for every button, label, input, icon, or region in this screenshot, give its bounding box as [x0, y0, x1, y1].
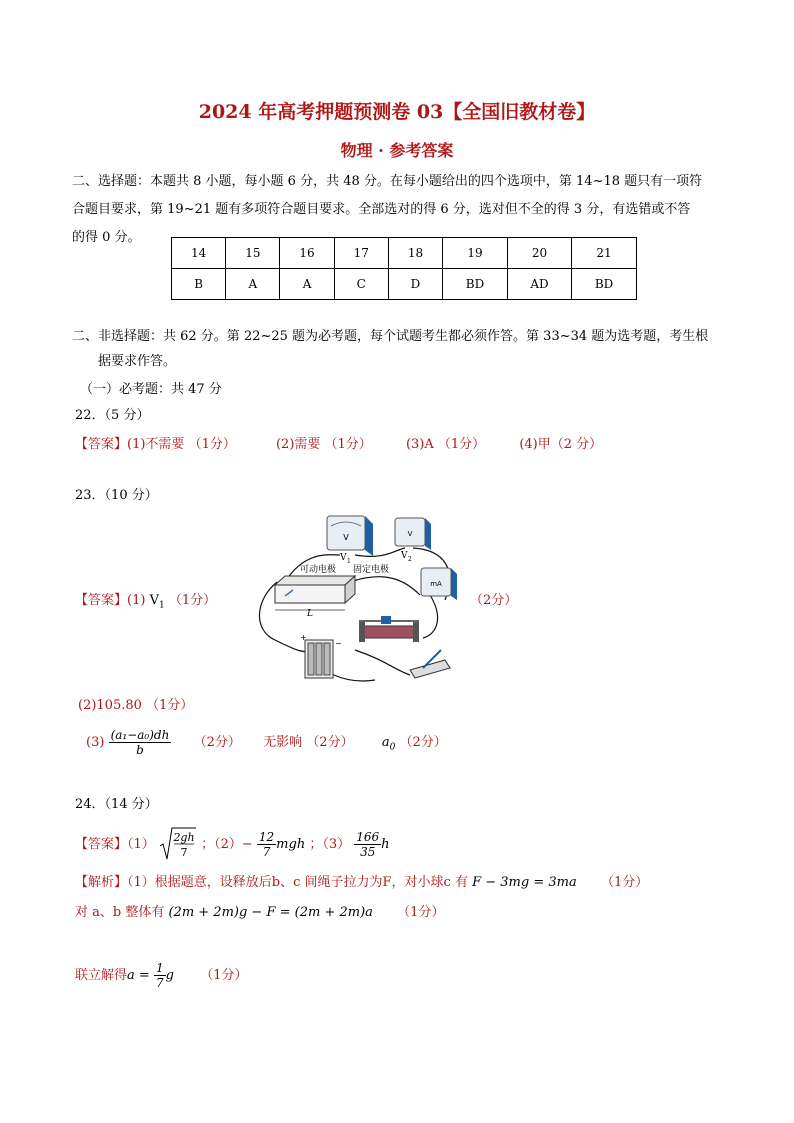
choice-intro-line1: 二、选择题：本题共 8 小题，每小题 6 分，共 48 分。在每小题给出的四个选项中，第 14~18 题只有一项符 — [72, 174, 703, 189]
equation-3-tail: g — [165, 968, 174, 983]
q24-part-3-label: ；（3） — [309, 836, 351, 852]
q23-answer-3-prefix: (3) — [86, 735, 105, 750]
battery-pack — [300, 633, 342, 678]
answer-cell: A — [280, 269, 334, 300]
choice-intro-line3: 的得 0 分。 — [72, 230, 141, 245]
svg-text:−: − — [335, 639, 342, 648]
equation-1: F − 3mg = 3ma — [472, 875, 577, 890]
question-number-cell: 14 — [172, 238, 226, 269]
q24-answer-3-tail: h — [381, 836, 390, 852]
analysis-text-2: 对 a、b 整体有 — [75, 905, 165, 920]
q23-answer-1-prefix: (1) — [127, 593, 146, 608]
question-number-cell: 16 — [280, 238, 334, 269]
q24-answer-1-sqrt — [159, 826, 197, 863]
svg-text:V: V — [401, 551, 408, 561]
equation-3-score: （1分） — [200, 968, 248, 983]
answer-label: 【答案】 — [75, 836, 128, 852]
q23-answer-1-value: $V_1$ — [149, 593, 165, 611]
wire — [355, 650, 410, 675]
equation-1-score: （1分） — [601, 875, 649, 890]
q23-answer-3-c: $a_0$ — [381, 735, 396, 753]
q24-heading: 24．（14 分） — [75, 797, 158, 812]
question-number-cell: 21 — [572, 238, 637, 269]
answer-cell: BD — [443, 269, 508, 300]
question-number-cell: 19 — [443, 238, 508, 269]
answer-cell: BD — [572, 269, 637, 300]
rheostat — [359, 616, 419, 642]
wire — [350, 577, 420, 595]
svg-text:1: 1 — [347, 558, 351, 565]
q23-answer-3-score: （2分） — [193, 735, 241, 750]
svg-text:7: 7 — [180, 846, 188, 859]
q22-answer-2: (2)需要 （1分） — [275, 437, 372, 452]
q22-answer-3: (3)A （1分） — [405, 437, 486, 452]
nonchoice-intro-line1: 二、非选择题：共 62 分。第 22~25 题为必考题，每个试题考生都必须作答。第 33~34 题为选考题，考生根 — [72, 329, 709, 344]
length-label: L — [307, 609, 313, 619]
svg-text:2gh: 2gh — [173, 831, 195, 844]
svg-text:mA: mA — [430, 580, 442, 588]
q24-analysis-line1 — [75, 873, 648, 893]
q24-part-2-label: ；（2）− — [201, 836, 253, 852]
wire — [423, 595, 438, 638]
svg-text:V: V — [407, 530, 413, 538]
equation-3-fraction: $\frac{1}{7}$ — [155, 961, 164, 990]
voltmeter-v1 — [327, 516, 373, 565]
q23-answer-line1 — [75, 591, 216, 616]
fraction-numerator: (a₁−a₀)dh — [110, 728, 170, 742]
equation-2-score: （1分） — [397, 905, 445, 920]
question-number-cell: 15 — [226, 238, 280, 269]
electrolyte-container — [275, 576, 355, 619]
q24-analysis-line3 — [75, 958, 247, 998]
q22-answer-line — [75, 435, 602, 455]
svg-text:2: 2 — [408, 556, 412, 563]
page-title: 2024 年高考押题预测卷 03【全国旧教材卷】 — [198, 101, 596, 123]
svg-text:V: V — [340, 553, 347, 563]
movable-electrode-label: 可动电极 — [300, 565, 337, 575]
q23-answer-3-c-score: （2分） — [399, 735, 447, 750]
fixed-electrode-label: 固定电极 — [353, 565, 390, 575]
analysis-label: 【解析】 — [75, 875, 128, 890]
answer-table-answers-row — [172, 269, 637, 300]
answer-cell: B — [172, 269, 226, 300]
q24-answer-2-tail: mgh — [276, 836, 306, 852]
answer-cell: D — [388, 269, 442, 300]
q22-answer-1: (1)不需要 （1分） — [127, 437, 236, 452]
q23-answer-1-score: （1分） — [168, 593, 217, 608]
answer-label: 【答案】 — [75, 593, 128, 608]
answer-cell: AD — [507, 269, 571, 300]
question-number-cell: 20 — [507, 238, 571, 269]
fraction-denominator: b — [136, 743, 144, 757]
q22-answer-4: (4)甲（2 分） — [519, 437, 603, 452]
svg-text:+: + — [300, 633, 307, 642]
answer-cell: C — [334, 269, 388, 300]
question-number-cell: 18 — [388, 238, 442, 269]
answer-table — [171, 237, 637, 300]
q23-heading: 23．（10 分） — [75, 488, 158, 503]
q24-answer-3-fraction: $\frac{166}{35}$ — [356, 829, 380, 859]
q23-answer-2: (2)105.80 （1分） — [78, 698, 194, 713]
q23-answer-3-fraction — [109, 728, 172, 757]
q24-part-1-label: （1） — [127, 836, 155, 852]
milliammeter — [421, 568, 457, 600]
circuit-diagram — [245, 510, 460, 690]
question-number-cell: 17 — [334, 238, 388, 269]
nonchoice-intro-line2: 据要求作答。 — [98, 354, 177, 369]
answer-label: 【答案】 — [75, 437, 128, 452]
choice-intro-line2: 合题目要求，第 19~21 题有多项符合题目要求。全部选对的得 6 分，选对但不全的得 3 分，有选错或不答 — [72, 202, 691, 217]
equation-2: (2m + 2m)g − F = (2m + 2m)a — [168, 905, 373, 920]
analysis-text-1: （1）根据题意，设释放后b、c 间绳子拉力为F，对小球c 有 — [127, 875, 468, 890]
svg-text:V: V — [343, 533, 349, 542]
q23-answer-3-b: 无影响 （2分） — [263, 735, 354, 750]
equation-3-lhs: a = — [127, 968, 150, 983]
q23-answer-3-line — [86, 726, 447, 766]
q24-analysis-line2 — [75, 903, 444, 923]
q22-heading: 22．（5 分） — [75, 408, 150, 423]
answer-cell: A — [226, 269, 280, 300]
page-subtitle: 物理 · 参考答案 — [340, 141, 454, 160]
answer-table-numbers-row — [172, 238, 637, 269]
q23-diagram-score: （2分） — [470, 593, 518, 608]
q24-answer-2-fraction: $\frac{12}{7}$ — [258, 829, 275, 859]
analysis-text-3: 联立解得 — [75, 968, 128, 983]
switch — [410, 650, 450, 678]
sqrt-sign-icon — [159, 826, 197, 862]
required-heading: （一）必考题：共 47 分 — [80, 382, 222, 397]
voltmeter-v2 — [395, 518, 431, 563]
q24-answer-line — [75, 826, 390, 866]
